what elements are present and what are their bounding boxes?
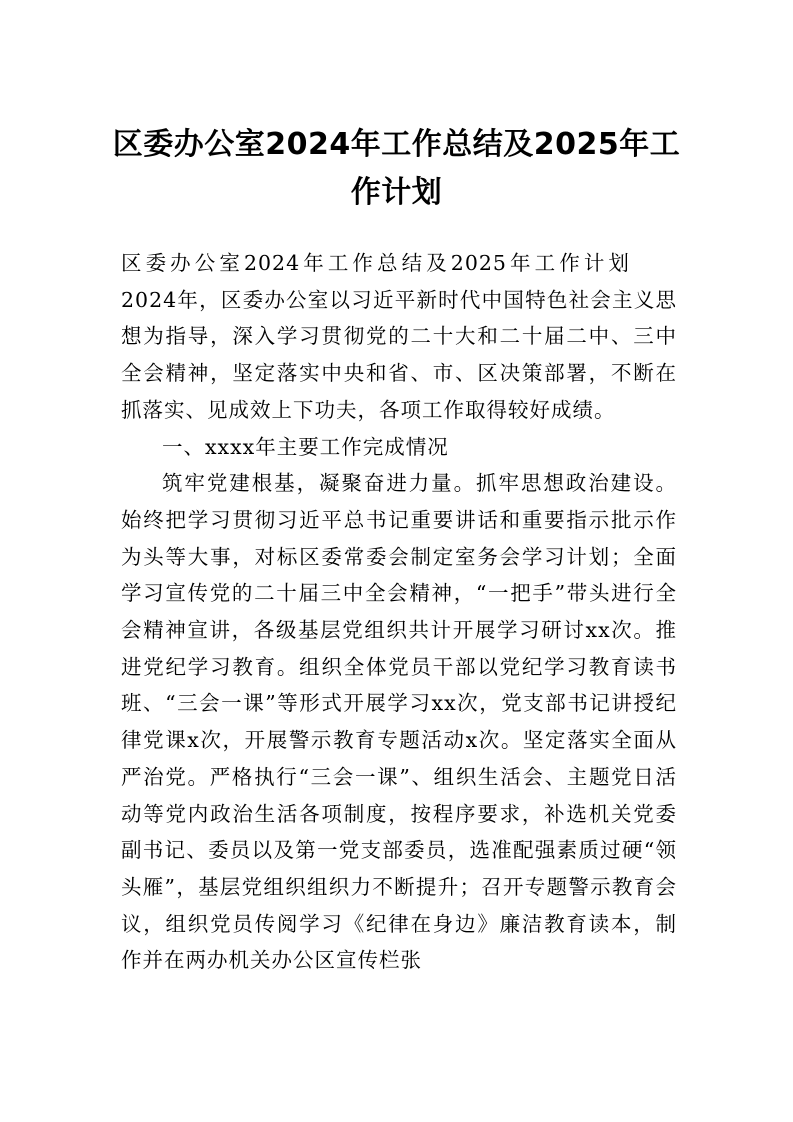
intro-body-text: 2024年，区委办公室以习近平新时代中国特色社会主义思想为指导，深入学习贯彻党的二十大和二十届二中、三中全会精神，坚定落实中央和省、市、区决策部署，不断在抓落实、见成效上下功夫，各项工作取得较好成绩。	[121, 287, 677, 422]
document-body	[121, 245, 677, 979]
intro-heading-text: 区委办公室2024年工作总结及2025年工作计划	[121, 251, 633, 275]
document-title: 区委办公室2024年工作总结及2025年工作计划	[112, 127, 681, 210]
section-heading: 一、xxxx年主要工作完成情况	[162, 434, 449, 459]
body-paragraph: 筑牢党建根基，凝聚奋进力量。抓牢思想政治建设。始终把学习贯彻习近平总书记重要讲话和重要指示批示作为头等大事，对标区委常委会制定室务会学习计划；全面学习宣传党的二十届三中全会精神，“一把手”带头进行全会精神宣讲，各级基层党组织共计开展学习研讨xx次。推进党纪学习教育。组织全体党员干部以党纪学习教育读书班、“三会一课”等形式开展学习xx次，党支部书记讲授纪律党课x次，开展警示教育专题活动x次。坚定落实全面从严治党。严格执行“三会一课”、组织生活会、主题党日活动等党内政治生活各项制度，按程序要求，补选机关党委副书记、委员以及第一党支部委员，选准配强素质过硬“领头雁”，基层党组织组织力不断提升；召开专题警示教育会议，组织党员传阅学习《纪律在身边》廉洁教育读本，制作并在两办机关办公区宣传栏张	[121, 471, 677, 973]
intro-paragraph	[121, 245, 677, 429]
